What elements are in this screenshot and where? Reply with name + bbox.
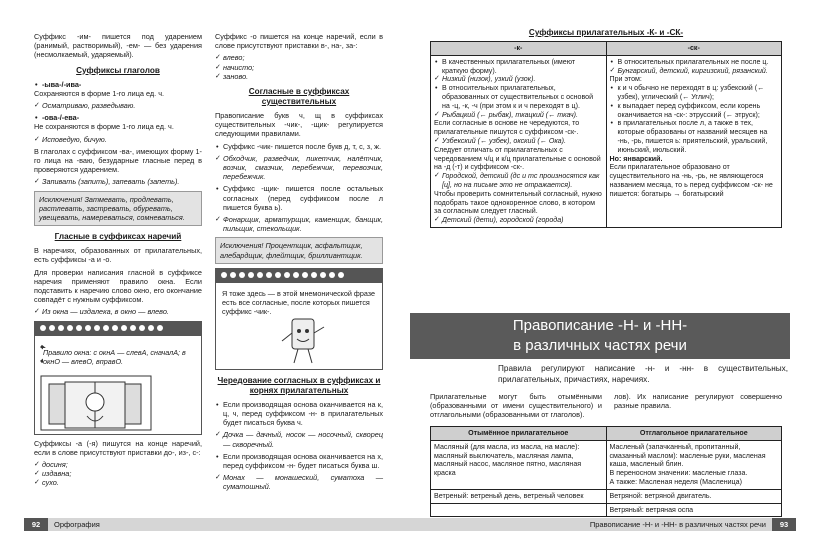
k-rule-3: Если согласные в основе не чередуются, то прилагательные пишутся с суффиксом -ск-.: [434, 119, 580, 137]
cell-sk: [606, 55, 782, 227]
consonants-example-3: ✓ Фонарщик, арматурщик, каменщик, банщик, пильщик, стекольщик.: [215, 215, 383, 233]
example-a-1: ✓ досиня;: [34, 460, 202, 469]
iva-text: Сохраняются в форме 1-го лица ед. ч.: [34, 88, 165, 98]
column-header-k: -к-: [431, 42, 607, 56]
sk-note: При этом:: [609, 75, 642, 84]
table-title: Суффиксы прилагательных -К- и -СК-: [528, 28, 684, 37]
dots-banner-middle: [215, 268, 383, 282]
k-rule-5: Чтобы проверить сомнительный согласный, нужно подобрать такое однокоренное слово, в котором за согласным следует гласный.: [434, 189, 602, 216]
ova-example: ✓ Исповедую, бичую.: [34, 135, 202, 144]
nn-row1-right-c: А также: Масленая неделя (Масленица): [609, 477, 742, 486]
adjectives-text-right: лов). Их написание регулируют совершенно разные правила.: [614, 392, 782, 411]
va-text: В глаголах с суффиксом -ва-, имеющих форму 1-го лица на -ваю, безударные гласные перед в проверяются ударением.: [34, 146, 202, 175]
left-page-number: 92: [24, 518, 48, 531]
sk-rule-3: • к выпадает перед суффиксом, если корень оканчивается на -ск-: этрусский (← этруск);: [610, 102, 779, 120]
right-footer-bar: [410, 518, 772, 531]
intro-block: [498, 364, 788, 388]
nn-row1-right-b: В переносном значении: масленые глаза.: [609, 469, 748, 478]
consonants-example-2: ✓ Обходчик, разведчик, пикетчик, налётчик, возчик, смазчик, перебежчик, перевозчик, перебежчик.: [215, 154, 383, 182]
exceptions-box-verbs: [34, 191, 202, 227]
example-a-2: ✓ издавна;: [34, 469, 202, 478]
sk-rule-4: • в прилагательных после л, а также в тех, которые образованы от названий месяцев на -нь, -рь, пишется ь: приятельский, уральский, июньский, июльский.: [610, 119, 779, 154]
example-o-2: ✓ начисто;: [215, 63, 383, 72]
suffix-table: [430, 41, 782, 228]
cell-k: [431, 55, 607, 227]
nn-table-section: [430, 426, 782, 517]
right-page: [410, 0, 820, 537]
heading-alternation: Чередование согласных в суффиксах и корнях прилагательных: [217, 375, 381, 395]
nn-row1-left: Масляный (для масла, из масла, на масле): масляный выключатель, масляная лампа, масляный насос, масляное пятно, масляная краска: [431, 440, 607, 489]
left-column-2: [215, 32, 383, 495]
mnemonic-box: [215, 282, 383, 370]
nn-row1-right: [606, 440, 782, 489]
adverb-example: ✓ Из окна — издалека, в окно — влево.: [34, 307, 202, 316]
suffix-im-text: Суффикс -им- пишется под ударением (ранимый, растворимый), -ем- — без ударения (несмолкаемый, ударяемый).: [34, 32, 202, 60]
adverb-text-2: Для проверки написания гласной в суффиксе наречия применяют правило окна. Если подставить к наречию слово окно, его окончание совпадёт с нужным суффиксом.: [34, 267, 202, 305]
alternation-text-1: • Если производящая основа оканчивается на к, ц, ч, перед суффиксом -н- в прилагательных будет писаться буква ч.: [215, 400, 383, 428]
va-example: ✓ Запивать (запить), запевать (запеть).: [34, 177, 202, 186]
paragraph-right: [614, 392, 782, 413]
dots-banner-left: [34, 321, 202, 335]
example-o-1: ✓ влево;: [215, 53, 383, 62]
k-rule-4: Следует отличать от прилагательных с чередованием ч/ц и к/ц прилагательные с основой на -д (-т) и суффиксом -ск-.: [434, 145, 601, 172]
exceptions-verbs-text: Исключения! Затмевать, продлевать, растлевать, застревать, обуревать, увещевать, намереваться, сомневаться.: [39, 194, 185, 223]
chapter-banner: [410, 313, 790, 359]
banner-line-2: в различных частях речи: [513, 337, 687, 354]
sk-exception: Но: январский.: [609, 154, 663, 163]
cartoon-character-icon: [278, 315, 328, 367]
left-column-1: [34, 32, 202, 488]
suffix-o-text: Суффикс -о пишется на конце наречий, если в слове присутствуют приставки в-, на-, за-:: [215, 32, 383, 51]
k-rule-1: • В качественных прилагательных (имеют краткую форму).: [434, 58, 603, 76]
window-rule-illustration: [34, 335, 202, 435]
right-page-number: 93: [772, 518, 796, 531]
left-footer-title: Орфография: [54, 520, 100, 529]
example-o-3: ✓ заново.: [215, 72, 383, 81]
sk-rule-2: • к и ч обычно не переходят в ц: узбекский (← узбек), углический (← Углич);: [610, 84, 779, 102]
k-example-4: ✓ Городской, детский (дс и тс произносятся как [ц], но на письме это не отражается).: [434, 172, 603, 190]
suffix-table-section: [430, 28, 782, 228]
banner-line-1: Правописание -Н- и -НН-: [512, 317, 688, 334]
k-example-5: ✓ Детский (дети), городской (города): [434, 216, 603, 225]
iva-heading: • -ыва-/-ива-: [34, 80, 202, 89]
consonants-text-3: • Суффикс -щик- пишется после остальных согласных (перед суффиксом после л пишется буква ь).: [215, 184, 383, 212]
ova-text: Не сохраняются в форме 1-го лица ед. ч.: [34, 122, 174, 132]
alternation-text-2: • Если производящая основа оканчивается на х, перед суффиксом -н- будет писаться буква ш.: [215, 452, 383, 470]
window-rule-text: Правило окна: с окнА — слевА, сначалА; в окнО — влевО, вправО.: [43, 348, 193, 366]
iva-example: ✓ Осматриваю, разведываю.: [34, 101, 202, 110]
heading-consonants: Согласные в суффиксах существительных: [248, 87, 350, 107]
heading-verb-suffixes: Суффиксы глаголов: [76, 65, 160, 75]
exceptions-nouns-text: Исключения! Процентщик, асфальтщик, алебардщик, флейтщик, бриллиантщик.: [220, 241, 363, 260]
column-header-sk: -ск-: [606, 42, 782, 56]
consonants-text-1: Правописание букв ч, щ в суффиксах существительных -чик-, -щик- регулируется следующими правилами.: [215, 111, 383, 139]
nn-header-left: Отымённое прилагательное: [431, 427, 607, 441]
nn-table: [430, 426, 782, 517]
alternation-example-2: ✓ Монах — монашеский, суматоха — суматошный.: [215, 473, 383, 491]
nn-row1-right-a: Масленый (запачканный, пропитанный, смазанный маслом): масленые руки, масленая каша, масленый блин.: [609, 442, 766, 469]
alternation-example-1: ✓ Дочка — дачный, носок — носочный, скворец — скворечный.: [215, 430, 383, 448]
sk-example-1: ✓ Бунгарский, детский, киргизский, рязанский.: [610, 67, 779, 76]
intro-text: Правила регулируют написание -н- и -нн- в существительных, прилагательных, причастиях, наречиях.: [498, 364, 788, 384]
adverb-text-1: В наречиях, образованных от прилагательных, есть суффиксы -а и -о.: [34, 246, 202, 265]
nn-row3-left: [431, 503, 607, 517]
left-footer-bar: [48, 518, 416, 531]
paragraph-left: [430, 392, 602, 423]
heading-adverb-suffixes: Гласные в суффиксах наречий: [54, 232, 182, 242]
exceptions-box-nouns: [215, 237, 383, 263]
nn-row3-right: Ветряный: ветряная оспа: [606, 503, 782, 517]
nn-header-right: Отглагольное прилагательное: [606, 427, 782, 441]
k-example-2: ✓ Рыбацкий (← рыбак), ткацкий (← ткач).: [434, 111, 603, 120]
k-example-3: ✓ Узбекский (← узбек), окский (← Ока).: [434, 137, 603, 146]
k-rule-2: • В относительных прилагательных, образованных от существительных с основой на -ц, -к, -ч (при этом к и ч переходят в ц).: [434, 84, 603, 110]
mnemonic-text: Я тоже здесь — в этой мнемонической фразе есть все согласные, после которых пишется суффикс -чик-.: [222, 288, 375, 316]
adverb-text-3: Суффиксы -а (-я) пишутся на конце наречий, если в слове присутствуют приставки до-, из-, с-:: [34, 438, 202, 457]
adjectives-text-left: Прилагательные могут быть отымёнными (образованными от имени существительного) и отглагольными (образованными от глаголов).: [430, 392, 602, 420]
nn-row2-left: Ветреный: ветреный день, ветреный человек: [431, 489, 607, 503]
right-footer-title: Правописание -Н- и -НН- в различных частях речи: [589, 520, 766, 529]
ova-heading: • -ова-/-ева-: [34, 113, 202, 122]
sk-rule-1: • В относительных прилагательных не после ц.: [610, 58, 779, 67]
consonants-text-2: • Суффикс -чик- пишется после букв д, т, с, з, ж.: [215, 142, 383, 151]
example-a-3: ✓ сухо.: [34, 478, 202, 487]
nn-row2-right: Ветряной: ветряной двигатель.: [606, 489, 782, 503]
sk-rule-5: Если прилагательное образовано от существительного на -нь, -рь, не являющегося названием месяца, то ь перед суффиксом -ск- не пишется: богатырь → богатырский: [609, 163, 773, 198]
k-example-1: ✓ Низкий (низок), узкий (узок).: [434, 75, 603, 84]
